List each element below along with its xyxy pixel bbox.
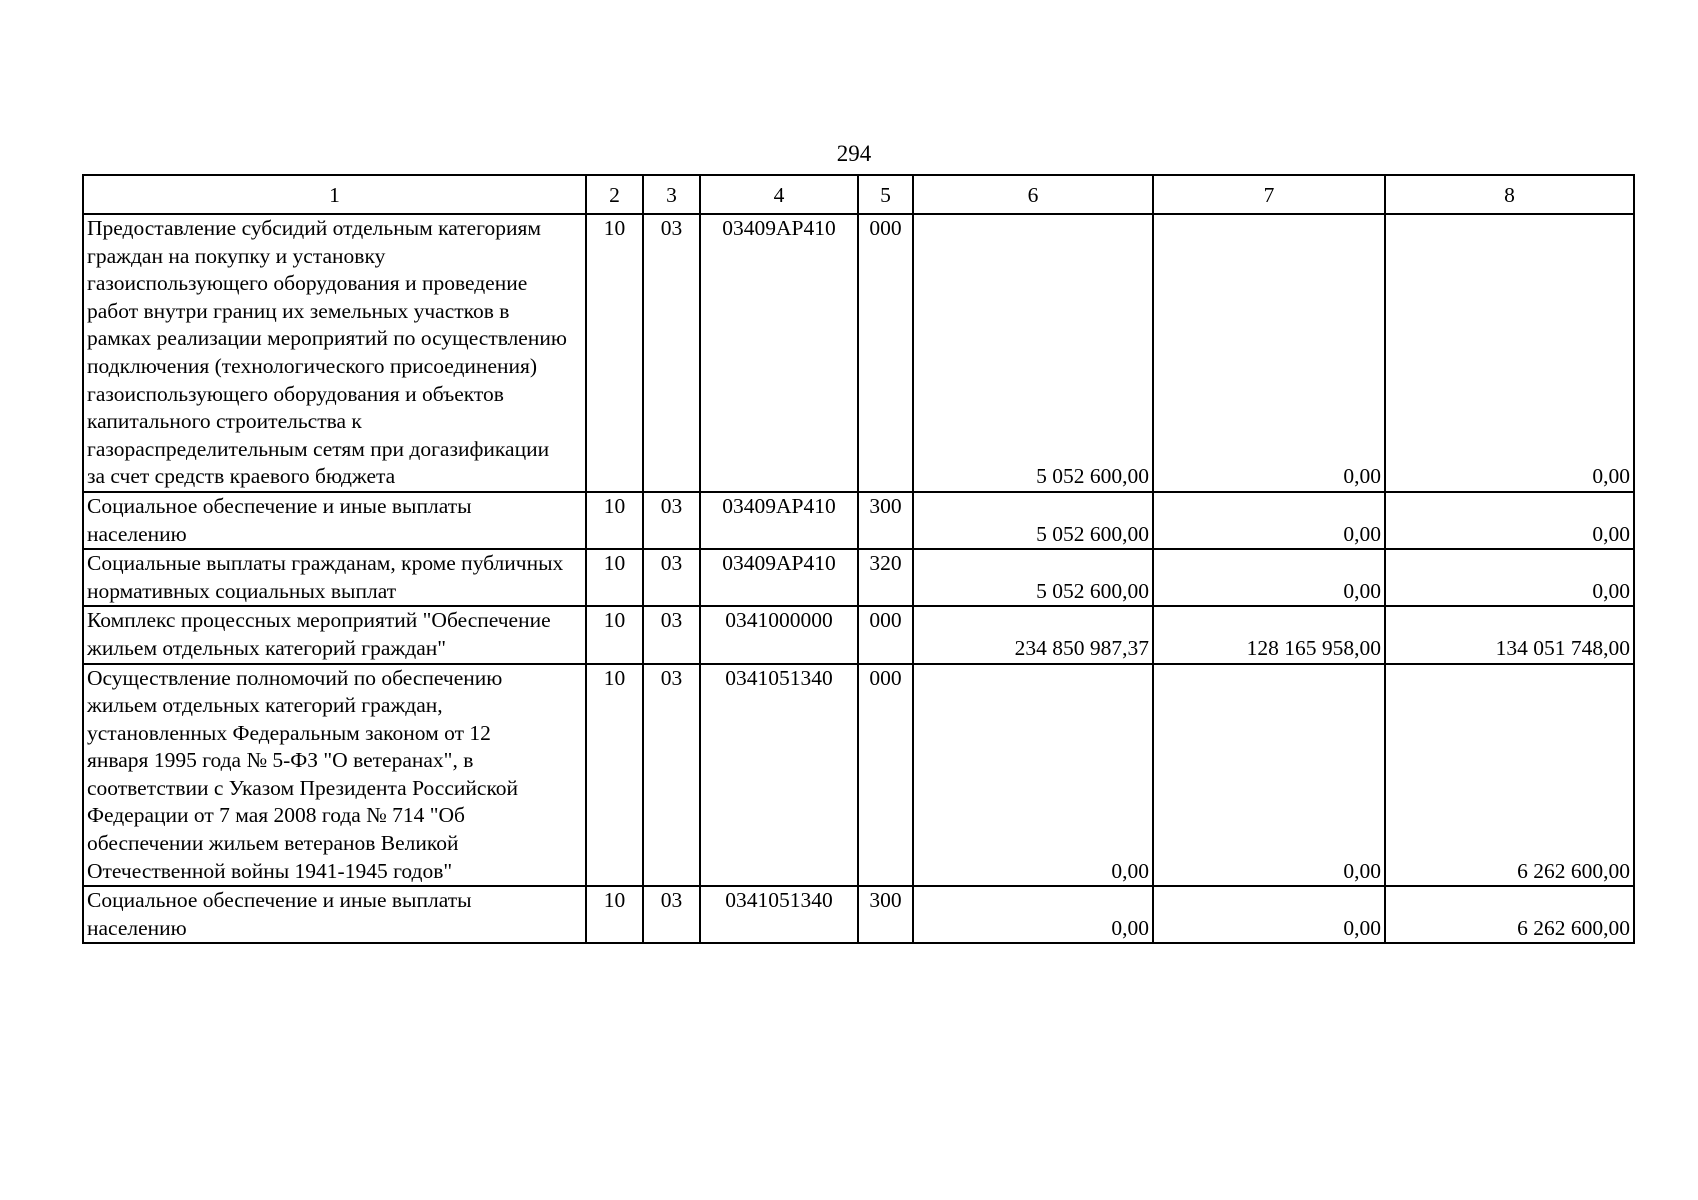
row-name	[83, 606, 586, 663]
target-article-code: 0341051340	[700, 886, 858, 943]
subsection-code: 03	[643, 886, 700, 943]
row-name-text: Социальное обеспечение и иные выплаты населению	[87, 888, 472, 940]
column-header: 1	[83, 175, 586, 214]
column-header: 6	[913, 175, 1153, 214]
subsection-code: 03	[643, 549, 700, 606]
table-header-row	[83, 175, 1634, 214]
amount-col-6: 5 052 600,00	[913, 492, 1153, 549]
row-name-text: Предоставление субсидий отдельным категориям граждан на покупку и установку газоиспользующего оборудования и проведение работ внутри границ их земельных участков в рамках реализации мероприятий по осуществлению подключения (технологического присоединения) газоиспользующего оборудования и объектов капитального строительства к газораспределительным сетям при догазификации за счет средств краевого бюджета	[87, 216, 567, 489]
table-row	[83, 606, 1634, 663]
column-header: 3	[643, 175, 700, 214]
amount-col-6: 0,00	[913, 664, 1153, 887]
subsection-code: 03	[643, 606, 700, 663]
expense-type-code: 320	[858, 549, 913, 606]
target-article-code: 0341051340	[700, 664, 858, 887]
amount-col-7: 128 165 958,00	[1153, 606, 1385, 663]
column-header: 8	[1385, 175, 1634, 214]
budget-table	[82, 174, 1635, 944]
amount-col-8: 0,00	[1385, 492, 1634, 549]
section-code: 10	[586, 214, 643, 492]
row-name	[83, 886, 586, 943]
target-article-code: 0341000000	[700, 606, 858, 663]
section-code: 10	[586, 492, 643, 549]
expense-type-code: 300	[858, 492, 913, 549]
amount-col-7: 0,00	[1153, 549, 1385, 606]
expense-type-code: 000	[858, 606, 913, 663]
amount-col-7: 0,00	[1153, 492, 1385, 549]
subsection-code: 03	[643, 664, 700, 887]
amount-col-6: 0,00	[913, 886, 1153, 943]
row-name-text: Осуществление полномочий по обеспечению жильем отдельных категорий граждан, установленных Федеральным законом от 12 января 1995 года № 5-ФЗ "О ветеранах", в соответствии с Указом Президента Российской Федерации от 7 мая 2008 года № 714 "Об обеспечении жильем ветеранов Великой Отечественной войны 1941-1945 годов"	[87, 665, 519, 883]
column-header: 7	[1153, 175, 1385, 214]
amount-col-6: 5 052 600,00	[913, 549, 1153, 606]
column-header: 4	[700, 175, 858, 214]
row-name	[83, 549, 586, 606]
row-name	[83, 492, 586, 549]
row-name-text: Социальное обеспечение и иные выплаты населению	[87, 493, 472, 546]
table-row	[83, 214, 1634, 492]
section-code: 10	[586, 606, 643, 663]
amount-col-6: 5 052 600,00	[913, 214, 1153, 492]
amount-col-7: 0,00	[1153, 886, 1385, 943]
table-row	[83, 492, 1634, 549]
row-name-text: Комплекс процессных мероприятий "Обеспечение жильем отдельных категорий граждан"	[87, 608, 551, 660]
table-row	[83, 664, 1634, 887]
amount-col-7: 0,00	[1153, 664, 1385, 887]
amount-col-8: 0,00	[1385, 549, 1634, 606]
row-name-text: Социальные выплаты гражданам, кроме публичных нормативных социальных выплат	[87, 551, 564, 603]
table-row	[83, 886, 1634, 943]
target-article-code: 03409AP410	[700, 492, 858, 549]
column-header: 5	[858, 175, 913, 214]
row-name	[83, 214, 586, 492]
page-number: 294	[836, 141, 872, 166]
amount-col-8: 134 051 748,00	[1385, 606, 1634, 663]
amount-col-8: 6 262 600,00	[1385, 664, 1634, 887]
expense-type-code: 300	[858, 886, 913, 943]
amount-col-8: 6 262 600,00	[1385, 886, 1634, 943]
section-code: 10	[586, 886, 643, 943]
section-code: 10	[586, 549, 643, 606]
section-code: 10	[586, 664, 643, 887]
table-row	[83, 549, 1634, 606]
subsection-code: 03	[643, 214, 700, 492]
expense-type-code: 000	[858, 214, 913, 492]
column-header: 2	[586, 175, 643, 214]
amount-col-6: 234 850 987,37	[913, 606, 1153, 663]
amount-col-7: 0,00	[1153, 214, 1385, 492]
expense-type-code: 000	[858, 664, 913, 887]
target-article-code: 03409AP410	[700, 549, 858, 606]
target-article-code: 03409AP410	[700, 214, 858, 492]
row-name	[83, 664, 586, 887]
amount-col-8: 0,00	[1385, 214, 1634, 492]
subsection-code: 03	[643, 492, 700, 549]
